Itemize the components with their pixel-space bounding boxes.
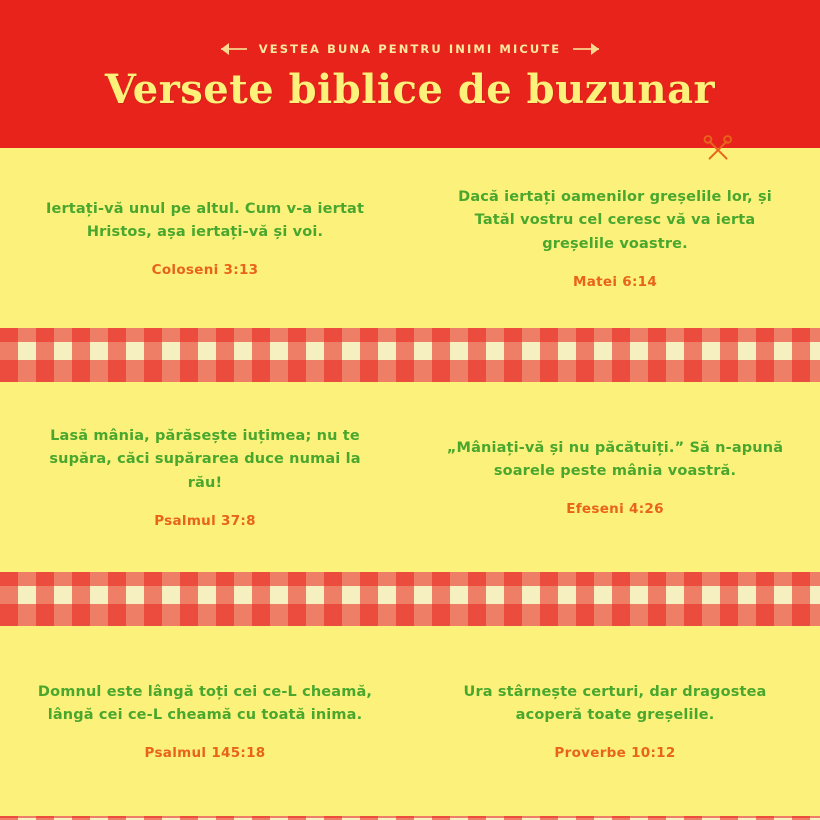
verse-reference: Proverbe 10:12 bbox=[554, 745, 676, 762]
verse-card bbox=[0, 148, 410, 328]
verse-card bbox=[410, 626, 820, 816]
page-title: Versete biblice de buzunar bbox=[104, 66, 716, 113]
verse-card bbox=[0, 626, 410, 816]
scissors-icon bbox=[700, 132, 734, 166]
verse-row bbox=[0, 148, 820, 328]
ribbon-right-icon bbox=[573, 43, 599, 55]
verse-text: Dacă iertați oamenilor greșelile lor, și Tatăl vostru cel ceresc vă va ierta greșelile voastre. bbox=[458, 188, 772, 252]
eyebrow-text: VESTEA BUNA PENTRU INIMI MICUTE bbox=[258, 42, 562, 56]
verse-card bbox=[410, 148, 820, 328]
verse-text: „Mâniați-vă și nu păcătuiți.” Să n-apună soarele peste mânia voastră. bbox=[446, 439, 784, 479]
verse-text: Domnul este lângă toți cei ce-L cheamă, lângă cei ce-L cheamă cu toată inima. bbox=[37, 683, 373, 723]
ribbon-left-icon bbox=[221, 43, 247, 55]
verse-reference: Matei 6:14 bbox=[572, 274, 658, 291]
verse-row bbox=[0, 626, 820, 816]
verse-row bbox=[0, 382, 820, 572]
eyebrow-ribbon bbox=[221, 42, 599, 56]
verse-reference: Psalmul 145:18 bbox=[144, 745, 266, 762]
verse-text: Ura stârnește certuri, dar dragostea acoperă toate greșelile. bbox=[463, 683, 767, 723]
verse-reference: Coloseni 3:13 bbox=[151, 262, 259, 279]
gingham-divider bbox=[0, 816, 820, 820]
gingham-divider bbox=[0, 572, 820, 626]
gingham-divider bbox=[0, 328, 820, 382]
verse-reference: Efeseni 4:26 bbox=[566, 501, 664, 518]
verse-text: Iertați-vă unul pe altul. Cum v-a iertat Hristos, așa iertați-vă și voi. bbox=[45, 200, 365, 240]
verse-card bbox=[410, 382, 820, 572]
verse-reference: Psalmul 37:8 bbox=[154, 513, 256, 530]
verse-card bbox=[0, 382, 410, 572]
poster-header bbox=[0, 0, 820, 148]
verse-text: Lasă mânia, părăsește iuțimea; nu te supăra, căci supărarea duce numai la rău! bbox=[49, 427, 361, 491]
